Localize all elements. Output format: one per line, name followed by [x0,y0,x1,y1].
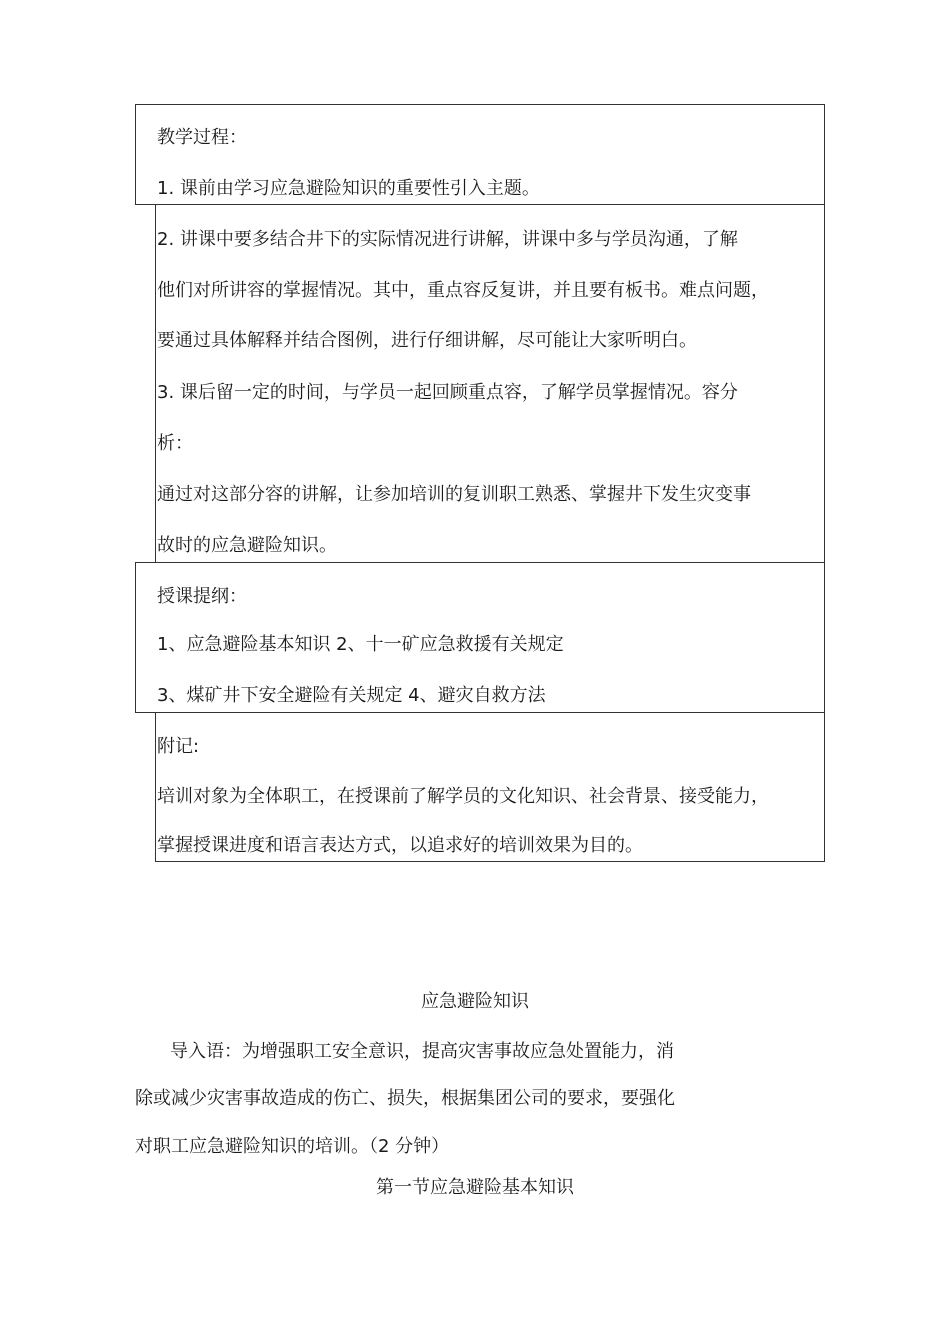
outline-line-2: 3、煤矿井下安全避险有关规定 4、避灾自救方法 [157,685,546,706]
analysis-line-1: 通过对这部分容的讲解，让参加培训的复训职工熟悉、掌握井下发生灾变事 [157,484,751,505]
teaching-step-2-line-1: 2. 讲课中要多结合井下的实际情况进行讲解，讲课中多与学员沟通，了解 [157,229,738,250]
section-1-title: 第一节应急避险基本知识 [376,1177,574,1198]
teaching-process-heading: 教学过程： [157,127,247,148]
teaching-step-1: 1. 课前由学习应急避险知识的重要性引入主题。 [157,178,540,199]
intro-line-3: 对职工应急避险知识的培训。（2 分钟） [135,1136,450,1157]
intro-line-2: 除或减少灾害事故造成的伤亡、损失，根据集团公司的要求，要强化 [135,1088,675,1109]
teaching-step-3-line-2: 析： [157,433,193,454]
intro-line-1: 导入语：为增强职工安全意识，提高灾害事故应急处置能力，消 [170,1041,674,1062]
analysis-line-2: 故时的应急避险知识。 [157,535,337,556]
teaching-step-2-line-3: 要通过具体解释并结合图例，进行仔细讲解，尽可能让大家听明白。 [157,330,697,351]
outline-line-1: 1、应急避险基本知识 2、十一矿应急救援有关规定 [157,634,564,655]
teaching-step-2-line-2: 他们对所讲容的掌握情况。其中，重点容反复讲，并且要有板书。难点问题， [157,280,769,301]
teaching-step-3-line-1: 3. 课后留一定的时间，与学员一起回顾重点容，了解学员掌握情况。容分 [157,382,738,403]
outline-heading: 授课提纲： [157,586,247,607]
notes-line-1: 培训对象为全体职工，在授课前了解学员的文化知识、社会背景、接受能力， [157,786,769,807]
notes-heading: 附记: [157,736,200,757]
notes-line-2: 掌握授课进度和语言表达方式，以追求好的培训效果为目的。 [157,835,643,856]
document-title: 应急避险知识 [421,991,529,1012]
